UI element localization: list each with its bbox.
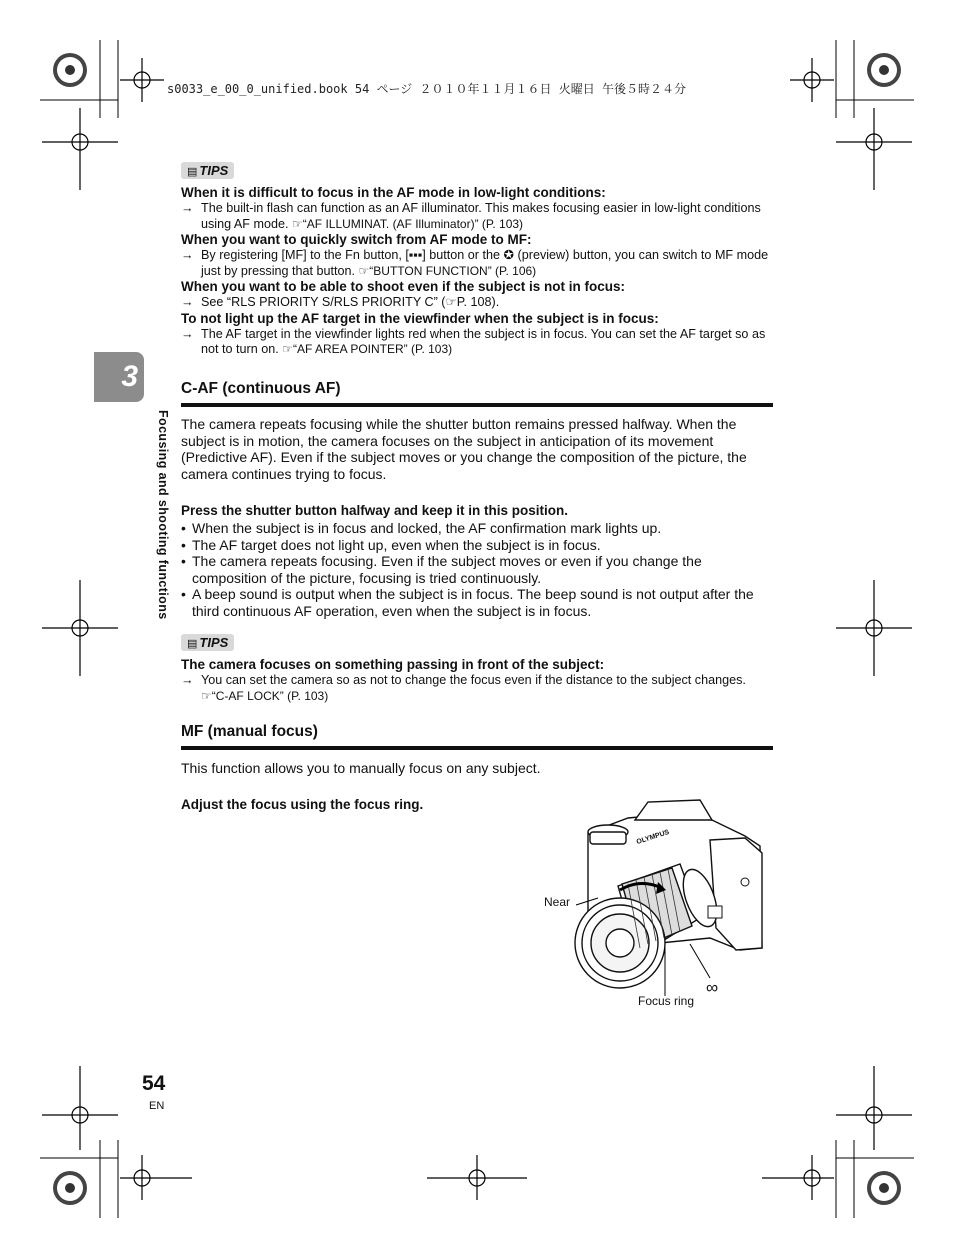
chapter-tab <box>94 352 144 402</box>
tip-heading: The camera focuses on something passing in front of the subject: <box>181 657 605 672</box>
caf-section <box>181 380 773 619</box>
tip-heading: When you want to quickly switch from AF mode to MF: <box>181 232 532 247</box>
camera-figure <box>540 798 780 1013</box>
section-rule <box>181 403 773 407</box>
caf-bullet-list <box>181 520 773 619</box>
infinity-label: ∞ <box>706 978 719 997</box>
tip-text: → The built-in flash can function as an AF illuminator. This makes focusing easier in low-light conditions using AF mode. ☞“AF ILLUMINAT. (AF Illuminator)” (P. 103) <box>181 201 761 231</box>
caf-intro: The camera repeats focusing while the shutter button remains pressed halfway. When the subject is in motion, the camera focuses on the subject in anticipation of its movement (Predictive AF). Even if the subject moves or you change the composition of the picture, the camera continues trying to focus. <box>181 416 747 482</box>
mf-intro: This function allows you to manually focus on any subject. <box>181 760 541 776</box>
chapter-number: 3 <box>121 360 138 393</box>
list-item: • The camera repeats focusing. Even if the subject moves or even if you change the composition of the picture, focusing is tried continuously. <box>181 553 702 586</box>
section-title: MF (manual focus) <box>181 723 318 740</box>
mf-instruction: Adjust the focus using the focus ring. <box>181 796 424 812</box>
list-item: • When the subject is in focus and locked, the AF confirmation mark lights up. <box>181 520 662 536</box>
brand-logo: OLYMPUS <box>635 828 671 847</box>
sunburst-mark-bl <box>53 1171 87 1205</box>
tip-text: → The AF target in the viewfinder lights red when the subject is in focus. You can set the AF target so as not to turn on. ☞“AF AREA POINTER” (P. 103) <box>181 326 766 356</box>
tip-text: → You can set the camera so as not to change the focus even if the distance to the subject changes. ☞“C-AF LOCK” (P. 103) <box>181 673 746 703</box>
page-number: 54 <box>142 1072 166 1095</box>
sunburst-mark-tl <box>53 53 87 87</box>
tip-text: → See “RLS PRIORITY S/RLS PRIORITY C” (☞P. 108). <box>181 295 500 309</box>
focus-ring-label: Focus ring <box>638 994 695 1008</box>
list-item: • The AF target does not light up, even when the subject is in focus. <box>181 536 601 553</box>
chapter-side-label: Focusing and shooting functions <box>156 410 170 620</box>
tips-block-2 <box>181 634 776 704</box>
tips-block-1 <box>181 162 776 358</box>
sunburst-mark-br <box>867 1171 901 1205</box>
tip-text: → By registering [MF] to the Fn button, [▪▪▪] button or the ✪ (preview) button, you can switch to MF mode just by pressing that button. ☞“BUTTON FUNCTION” (P. 106) <box>181 248 769 278</box>
memo-icon: ▤ <box>187 638 198 650</box>
section-rule <box>181 746 773 750</box>
caf-instruction: Press the shutter button halfway and keep it in this position. <box>181 503 569 518</box>
book-header-line: s0033_e_00_0_unified.book 54 ページ ２０１０年１１月１６日 火曜日 午後５時２４分 <box>167 82 686 96</box>
language-code: EN <box>149 1100 165 1112</box>
near-label: Near <box>544 895 571 909</box>
list-item: • A beep sound is output when the subject is in focus. The beep sound is not output after the third continuous AF operation, even when the subject is in focus. <box>181 586 754 619</box>
tips-badge: ▤ TIPS <box>181 634 234 651</box>
tip-heading: When it is difficult to focus in the AF mode in low-light conditions: <box>181 185 606 200</box>
tip-heading: To not light up the AF target in the viewfinder when the subject is in focus: <box>181 310 659 326</box>
tips-badge: ▤ TIPS <box>181 162 234 179</box>
section-title: C-AF (continuous AF) <box>181 380 341 397</box>
sunburst-mark-tr <box>867 53 901 87</box>
memo-icon: ▤ <box>187 166 198 178</box>
tip-heading: When you want to be able to shoot even if the subject is not in focus: <box>181 279 626 294</box>
